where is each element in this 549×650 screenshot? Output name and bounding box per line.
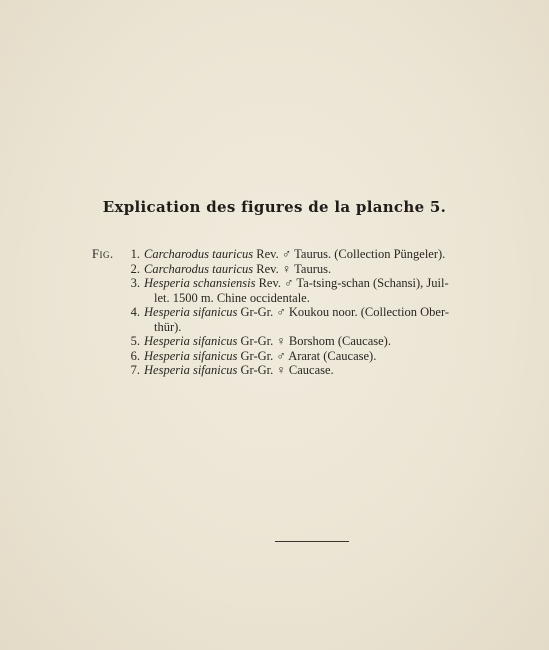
figure-entry-6 (92, 349, 522, 364)
figure-description: Rev. ♂ Taurus. (Collection Püngeler). (253, 247, 446, 261)
figure-entry-7 (92, 363, 522, 378)
figure-entry-3 (92, 276, 522, 305)
figure-description: Rev. ♂ Ta-tsing-schan (Schansi), Juil- (255, 276, 449, 290)
figure-description-continued: let. 1500 m. Chine occidentale. (154, 290, 310, 305)
page-title: Explication des figures de la planche 5. (102, 198, 447, 216)
figure-description: Gr-Gr. ♂ Koukou noor. (Collection Ober- (237, 305, 450, 319)
species-name: Hesperia schansiensis (144, 276, 256, 290)
figure-description: Gr-Gr. ♀ Caucase. (237, 363, 334, 377)
figure-description: Rev. ♀ Taurus. (253, 261, 332, 276)
figure-entry-2 (92, 262, 522, 277)
species-name: Hesperia sifanicus (144, 334, 238, 348)
figure-number: 4. (130, 305, 140, 319)
species-name: Carcharodus tauricus (144, 261, 254, 276)
figure-description-continued: thür). (154, 319, 182, 334)
figure-entry-1 (92, 247, 522, 262)
figure-number: 6. (130, 348, 140, 363)
fig-label: Fig. (92, 247, 114, 261)
figure-number: 3. (130, 276, 140, 290)
figure-description: Gr-Gr. ♂ Ararat (Caucase). (237, 348, 377, 363)
horizontal-rule (275, 541, 349, 542)
species-name: Hesperia sifanicus (144, 305, 238, 319)
figure-number: 1. (130, 247, 140, 261)
figure-number: 2. (130, 261, 140, 276)
figure-entry-5 (92, 334, 522, 349)
species-name: Carcharodus tauricus (144, 247, 254, 261)
figure-entry-4 (92, 305, 522, 334)
figure-description: Gr-Gr. ♀ Borshom (Caucase). (237, 334, 391, 348)
species-name: Hesperia sifanicus (144, 348, 238, 363)
figure-number: 5. (130, 334, 140, 348)
species-name: Hesperia sifanicus (144, 363, 238, 377)
figure-number: 7. (130, 363, 140, 377)
figure-list (92, 247, 522, 378)
